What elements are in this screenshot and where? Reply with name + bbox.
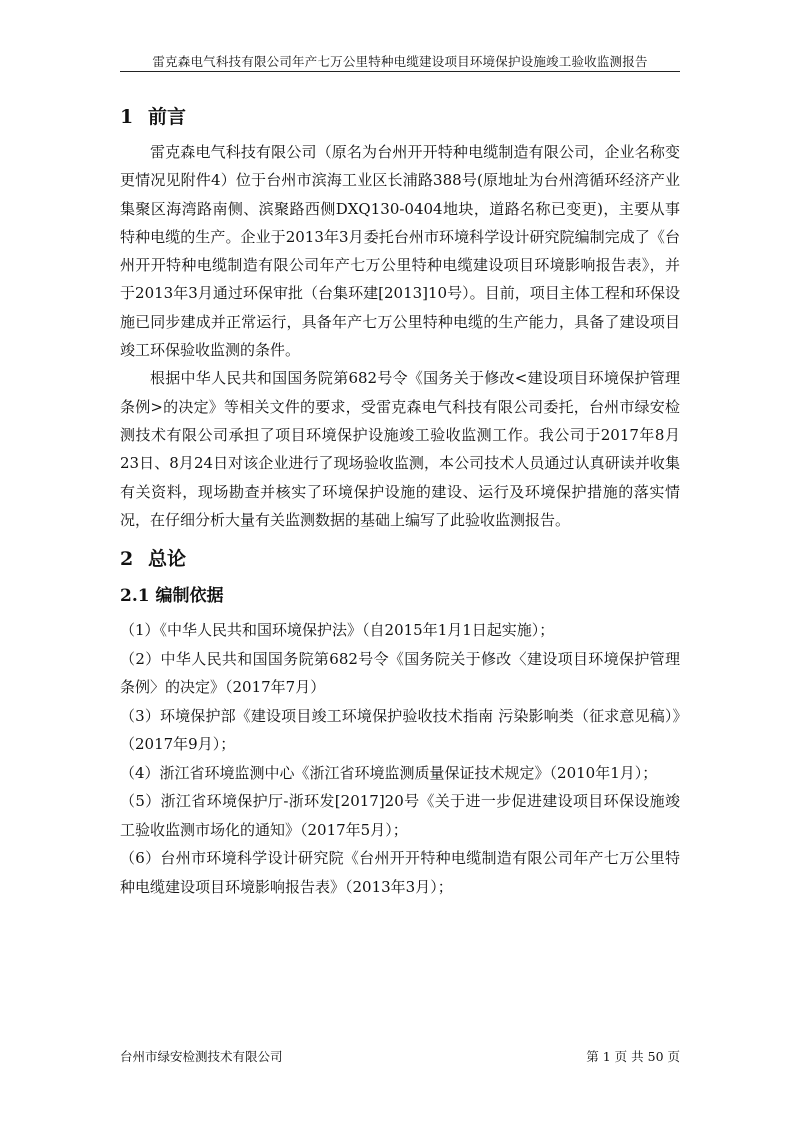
footer-company: 台州市绿安检测技术有限公司 — [120, 1049, 283, 1064]
section-title: 前言 — [148, 106, 187, 128]
section-title: 总论 — [148, 548, 187, 571]
list-item: （5）浙江省环境保护厅-浙环发[2017]20号《关于进一步促进建设项目环保设施竣工验收监测市场化的通知》（2017年5月）； — [120, 792, 680, 839]
section-heading-general — [120, 542, 680, 576]
list-item: （6）台州市环境科学设计研究院《台州开开特种电缆制造有限公司年产七万公里特种电缆建设项目环境影响报告表》（2013年3月）； — [120, 849, 680, 896]
list-item: （2）中华人民共和国国务院第682号令《国务院关于修改〈建设项目环境保护管理条例〉的决定》（2017年7月） — [120, 649, 680, 697]
page-header-title: 雷克森电气科技有限公司年产七万公里特种电缆建设项目环境保护设施竣工验收监测报告 — [152, 54, 648, 69]
subsection-heading: 2.1 编制依据 — [120, 586, 224, 607]
header-divider — [120, 71, 680, 72]
basis-list — [120, 616, 680, 901]
page-number: 第 1 页 共 50 页 — [586, 1049, 680, 1064]
list-item: （1）《中华人民共和国环境保护法》（自2015年1月1日起实施）； — [120, 621, 555, 640]
section-heading-foreword — [120, 100, 680, 134]
paragraph: 雷克森电气科技有限公司（原名为台州开开特种电缆制造有限公司，企业名称变更情况见附件4）位于台州市滨海工业区长浦路388号(原地址为台州湾循环经济产业集聚区海湾路南侧、滨聚路西侧DXQ130-0404地块，道路名称已变更)，主要从事特种电缆的生产。企业于2013年3月委托台州市环境科学设计研究院编制完成了《台州开开特种电缆制造有限公司年产七万公里特种电缆建设项目环境影响报告表》，并于2013年3月通过环保审批（台集环建[2013]10号）。目前，项目主体工程和环保设施已同步建成并正常运行，具备年产七万公里特种电缆的生产能力，具备了建设项目竣工环保验收监测的条件。 — [120, 143, 680, 360]
paragraph: 根据中华人民共和国国务院第682号令《国务关于修改<建设项目环境保护管理条例>的决定》等相关文件的要求，受雷克森电气科技有限公司委托，台州市绿安检测技术有限公司承担了项目环境保护设施竣工验收监测工作。我公司于2017年8月23日、8月24日对该企业进行了现场验收监测，本公司技术人员通过认真研读并收集有关资料，现场勘查并核实了环境保护设施的建设、运行及环境保护措施的落实情况，在仔细分析大量有关监测数据的基础上编写了此验收监测报告。 — [120, 369, 680, 529]
document-body — [120, 100, 680, 901]
section-number: 2 — [120, 548, 134, 571]
list-item: （4）浙江省环境监测中心《浙江省环境监测质量保证技术规定》（2010年1月）； — [120, 763, 658, 782]
section-number: 1 — [120, 106, 134, 128]
list-item: （3）环境保护部《建设项目竣工环境保护验收技术指南 污染影响类（征求意见稿）》（2017年9月）； — [120, 706, 680, 754]
